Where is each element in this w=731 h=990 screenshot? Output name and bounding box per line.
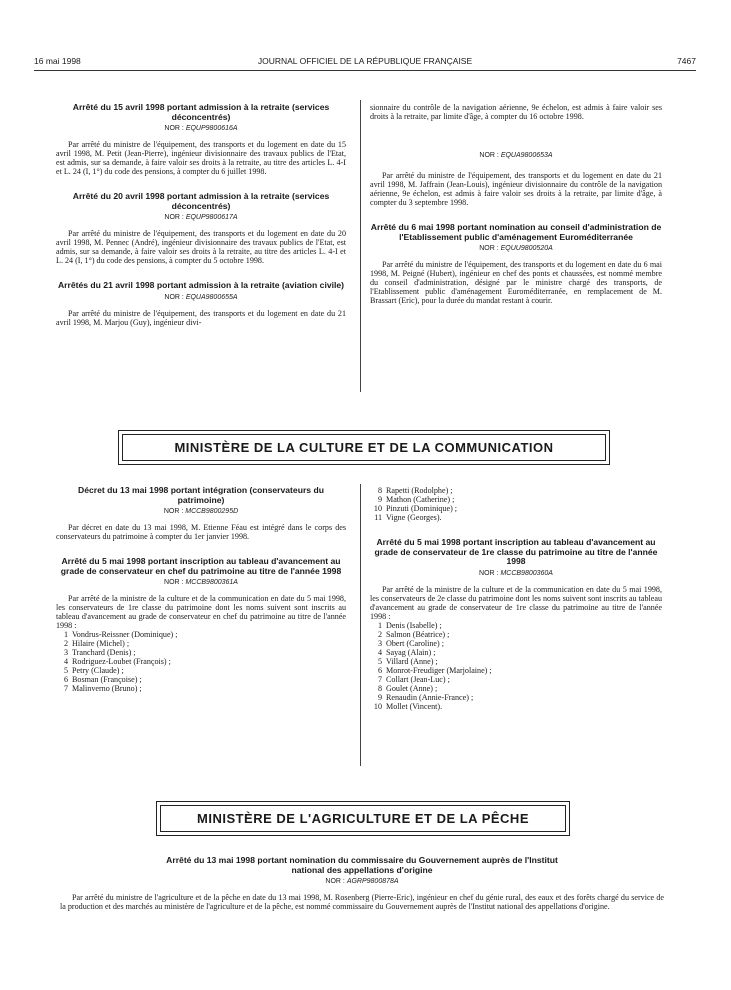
names-list — [370, 621, 662, 711]
list-item: 10 Pinzuti (Dominique) ; — [373, 504, 458, 513]
article-conservateur-1re-classe — [370, 538, 662, 711]
article-title: Arrêté du 5 mai 1998 portant inscription au tableau d'avancement au grade de conservateur en chef du patrimoine au titre de l'année 1998 — [60, 556, 342, 576]
article-body: Par arrêté de la ministre de la culture et de la communication en date du 5 mai 1998, les conservateurs de 1re classe du patrimoine dont les noms suivent sont inscrits au tableau d'avancement au grade de conservateur en chef du patrimoine au titre de l'année 1998 : — [56, 594, 346, 630]
article-title: Arrêté du 5 mai 1998 portant inscription au tableau d'avancement au grade de conservateur de 1re classe du patrimoine au titre de l'année 1998 — [374, 537, 658, 566]
nor-reference: NOR : MCCB9800360A — [479, 569, 553, 577]
nor-reference: NOR : EQUP9800617A — [164, 214, 238, 221]
article-title: Arrêté du 15 avril 1998 portant admission à la retraite (services déconcentrés) — [72, 102, 330, 122]
nor-reference: NOR : EQUA9800655A — [164, 293, 238, 301]
article-euromediterranee — [370, 223, 662, 305]
article-continuation: sionnaire du contrôle de la navigation aérienne, 9e échelon, est admis à faire valoir ses droits à la retraite, par limite d'âge, à compter du 16 octobre 1998. — [370, 103, 662, 121]
list-item: 4 Rodriguez-Loubet (François) ; — [63, 657, 171, 666]
list-item: 6 Monrot-Freudiger (Marjolaine) ; — [377, 665, 492, 675]
article-title: Arrêtés du 21 avril 1998 portant admission à la retraite (aviation civile) — [57, 280, 345, 290]
list-item: 3 Tranchard (Denis) ; — [63, 648, 136, 657]
article-body: Par arrêté de la ministre de la culture et de la communication en date du 5 mai 1998, les conservateurs de 2e classe du patrimoine dont les noms suivent sont inscrits au tableau d'avancement au grade de conservateur de 1re classe du patrimoine au titre de l'année 1998 : — [370, 584, 662, 621]
article-title: Arrêté du 6 mai 1998 portant nomination au conseil d'administration de l'Etablissement public d'aménagement Euroméditerranée — [370, 222, 662, 242]
nor-reference: NOR : EQUU9800520A — [479, 245, 553, 252]
article-body: Par arrêté du ministre de l'équipement, des transports et du logement en date du 6 mai 1998, M. Peigné (Hubert), ingénieur en chef des ponts et chaussées, est nommé membre du conseil d'administration, désigné par le ministre chargé des transports, de l'Etablissement public d'aménagement Euroméditerranée, en remplacement de M. Brassart (Eric), pour la durée du mandat restant à courir. — [370, 260, 662, 305]
list-item: 5 Petry (Claude) ; — [63, 666, 124, 675]
list-item: 2 Hilaire (Michel) ; — [63, 639, 130, 648]
nor-reference: NOR : MCCB9800295D — [163, 508, 239, 515]
ministry-heading-culture — [118, 430, 610, 465]
article-title: Arrêté du 13 mai 1998 portant nomination du commissaire du Gouvernement auprès de l'Institut national des appellations d'origine — [166, 855, 558, 875]
names-list — [56, 630, 346, 693]
list-item: 8 Rapetti (Rodolphe) ; — [377, 486, 453, 495]
list-item: 7 Collart (Jean-Luc) ; — [377, 674, 450, 684]
list-item: 1 Denis (Isabelle) ; — [377, 620, 442, 630]
article-jaffrain — [370, 151, 662, 207]
names-list-continued — [370, 486, 662, 522]
article-body: Par décret en date du 13 mai 1998, M. Etienne Féau est intégré dans le corps des conservateurs du patrimoine à compter du 1er janvier 1998. — [56, 523, 346, 541]
top-right-column — [370, 103, 662, 321]
list-item: 2 Salmon (Béatrice) ; — [377, 629, 450, 639]
list-item: 3 Obert (Caroline) ; — [377, 638, 444, 648]
decree-integration — [56, 486, 346, 541]
article-body: Par arrêté du ministre de l'équipement, des transports et du logement en date du 21 avril 1998, M. Marjou (Guy), ingénieur divi- — [56, 308, 346, 327]
list-item: 4 Sayag (Alain) ; — [377, 647, 436, 657]
running-header — [34, 56, 696, 68]
mid-left-column — [56, 486, 346, 709]
nor-reference: NOR : EQUP9800616A — [164, 125, 238, 132]
nor-reference: NOR : EQUA9800653A — [479, 152, 553, 159]
article-body: Par arrêté du ministre de l'agriculture et de la pêche en date du 13 mai 1998, M. Rosenberg (Pierre-Eric), ingénieur en chef du génie rural, des eaux et des forêts chargé du service de la production et des marchés au ministère de l'agriculture et de la pêche, est nommé commissaire du Gouvernement auprès de l'Institut national des appellations d'origine. — [60, 893, 664, 911]
list-item: 11 Vigne (Georges). — [374, 513, 442, 522]
list-item: 10 Mollet (Vincent). — [373, 701, 443, 711]
top-left-column — [56, 103, 346, 343]
article-conservateur-chef — [56, 557, 346, 693]
column-divider — [360, 100, 361, 392]
page-number: 7467 — [677, 56, 696, 66]
article-20-avril — [56, 192, 346, 265]
nor-reference: NOR : MCCB9800361A — [164, 579, 238, 586]
list-item: 6 Bosman (Françoise) ; — [63, 675, 142, 684]
column-divider — [360, 484, 361, 766]
article-body: Par arrêté du ministre de l'équipement, des transports et du logement en date du 20 avril 1998, M. Pennec (André), ingénieur divisionnaire des travaux publics de l'Etat, est admis, sur sa demande, à faire valoir ses droits à la retraite, au titre des articles L. 4-I et L. 24 (I, 1°) du code des pensions, à compter du 5 octobre 1998. — [56, 229, 346, 265]
journal-title: JOURNAL OFFICIEL DE LA RÉPUBLIQUE FRANÇAISE — [257, 56, 473, 66]
article-title: Décret du 13 mai 1998 portant intégration (conservateurs du patrimoine) — [78, 485, 324, 505]
list-item: 9 Renaudin (Annie-France) ; — [377, 692, 474, 702]
mid-right-column — [370, 486, 662, 727]
list-item: 1 Vondrus-Reissner (Dominique) ; — [63, 630, 178, 639]
list-item: 7 Malinverno (Bruno) ; — [63, 684, 142, 693]
list-item: 8 Goulet (Anne) ; — [377, 683, 438, 693]
article-body: Par arrêté du ministre de l'équipement, des transports et du logement en date du 21 avril 1998, M. Jaffrain (Jean-Louis), ingénieur divisionnaire du contrôle de la navigation aérienne, 9e échelon, est admis à faire valoir ses droits à la retraite, par limite d'âge, à compter du 3 septembre 1998. — [370, 171, 662, 207]
article-15-avril — [56, 103, 346, 176]
bottom-article — [60, 856, 664, 911]
header-date: 16 mai 1998 — [34, 56, 81, 66]
article-21-avril — [56, 281, 346, 327]
article-body: Par arrêté du ministre de l'équipement, des transports et du logement en date du 15 avril 1998, M. Petit (Jean-Pierre), ingénieur divisionnaire des travaux publics de l'Etat, est admis, sur sa demande, à faire valoir ses droits à la retraite, au titre des articles L. 4-I et L. 24 (I, 1°) du code des pensions, à compter du 6 juillet 1998. — [56, 140, 346, 176]
article-title: Arrêté du 20 avril 1998 portant admission à la retraite (services déconcentrés) — [72, 191, 330, 211]
ministry-title: MINISTÈRE DE LA CULTURE ET DE LA COMMUNICATION — [174, 440, 554, 455]
nor-reference: NOR : AGRP9800878A — [325, 878, 399, 885]
ministry-heading-agriculture — [156, 801, 570, 836]
header-rule — [34, 70, 696, 71]
list-item: 5 Villard (Anne) ; — [377, 656, 438, 666]
list-item: 9 Mathon (Catherine) ; — [377, 495, 455, 504]
ministry-title: MINISTÈRE DE L'AGRICULTURE ET DE LA PÊCHE — [197, 811, 529, 826]
